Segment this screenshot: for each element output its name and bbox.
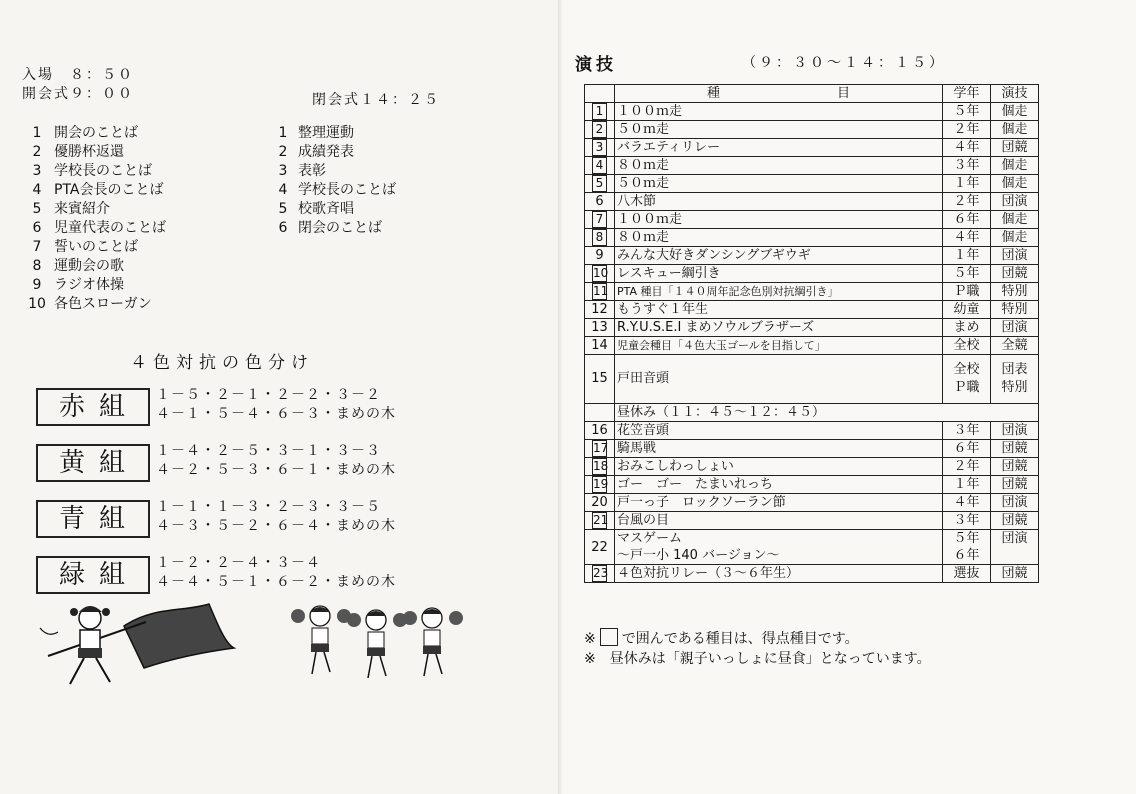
event-grade: ３年 bbox=[943, 422, 991, 440]
event-number: 6 bbox=[585, 193, 615, 211]
program-item bbox=[20, 238, 166, 257]
event-grade: ２年 bbox=[943, 121, 991, 139]
event-name: 八木節 bbox=[615, 193, 943, 211]
program-item bbox=[268, 219, 396, 238]
header-kind: 演技 bbox=[991, 85, 1039, 103]
program-number: 4 bbox=[278, 182, 288, 198]
header-grade: 学年 bbox=[943, 85, 991, 103]
event-grade: ２年 bbox=[943, 193, 991, 211]
event-number bbox=[585, 283, 615, 301]
team-1 bbox=[36, 384, 456, 430]
lunch-break-row bbox=[585, 404, 1039, 422]
performance-title: 演技 bbox=[575, 55, 617, 75]
event-grade: ３年 bbox=[943, 157, 991, 175]
event-grade-line: 全校 bbox=[953, 362, 980, 377]
program-number: 1 bbox=[32, 125, 42, 141]
event-name: 戸一っ子 ロックソーラン節 bbox=[615, 494, 943, 512]
event-kind: 団演 bbox=[991, 530, 1039, 565]
program-item bbox=[268, 200, 396, 219]
program-item bbox=[20, 257, 166, 276]
program-number: 3 bbox=[278, 163, 288, 179]
table-row bbox=[585, 530, 1039, 565]
event-kind: 団競 bbox=[991, 512, 1039, 530]
event-number bbox=[585, 157, 615, 175]
note-scoring bbox=[584, 628, 931, 649]
team-classes bbox=[156, 386, 396, 424]
closing-ceremony-program bbox=[268, 124, 396, 238]
scoring-box: 11 bbox=[593, 284, 609, 298]
closing-time: 閉会式１４：２５ bbox=[312, 92, 440, 108]
note-mark: ※ bbox=[584, 631, 596, 647]
event-grade: 選抜 bbox=[943, 565, 991, 583]
table-row bbox=[585, 319, 1039, 337]
event-name: もうすぐ１年生 bbox=[615, 301, 943, 319]
table-row bbox=[585, 157, 1039, 175]
event-grade: ６年 bbox=[943, 211, 991, 229]
event-name-line: マスゲーム bbox=[617, 531, 683, 546]
program-text: 優勝杯返還 bbox=[54, 144, 124, 160]
event-grade: ２年 bbox=[943, 458, 991, 476]
event-grade: １年 bbox=[943, 175, 991, 193]
program-number: 6 bbox=[278, 220, 288, 236]
event-name: みんな大好きダンシングブギウギ bbox=[615, 247, 943, 265]
event-number bbox=[585, 565, 615, 583]
program-number: 9 bbox=[32, 277, 42, 293]
event-kind: 団競 bbox=[991, 458, 1039, 476]
event-kind: 個走 bbox=[991, 103, 1039, 121]
event-number: 13 bbox=[585, 319, 615, 337]
program-number: 7 bbox=[32, 239, 42, 255]
program-number: 2 bbox=[32, 144, 42, 160]
header-number bbox=[585, 85, 615, 103]
table-row bbox=[585, 337, 1039, 355]
event-grade-line: Ｐ職 bbox=[953, 380, 980, 395]
event-name: R.Y.U.S.E.I まめソウルブラザーズ bbox=[615, 319, 943, 337]
event-kind: 個走 bbox=[991, 229, 1039, 247]
event-number bbox=[585, 229, 615, 247]
program-item bbox=[20, 143, 166, 162]
event-grade: ４年 bbox=[943, 494, 991, 512]
program-item bbox=[20, 181, 166, 200]
table-row bbox=[585, 422, 1039, 440]
program-number: 8 bbox=[32, 258, 42, 274]
event-grade: ５年 bbox=[943, 265, 991, 283]
event-kind-line: 団表 bbox=[1001, 362, 1028, 377]
time-schedule bbox=[22, 66, 134, 104]
event-grade: Ｐ職 bbox=[943, 283, 991, 301]
table-row bbox=[585, 121, 1039, 139]
event-name: おみこしわっしょい bbox=[615, 458, 943, 476]
lunch-break: 昼休み（１１：４５～１２：４５） bbox=[615, 404, 1039, 422]
team-classes-line: １－４・２－５・３－１・３－３ bbox=[156, 443, 381, 459]
team-classes-line: １－５・２－１・２－２・３－２ bbox=[156, 387, 381, 403]
event-name bbox=[615, 530, 943, 565]
opening-time: 開会式９：００ bbox=[22, 86, 134, 102]
event-kind: 個走 bbox=[991, 211, 1039, 229]
team-4 bbox=[36, 552, 456, 598]
event-name: ８０ｍ走 bbox=[615, 229, 943, 247]
event-name: PTA 種目「１４０周年記念色別対抗綱引き」 bbox=[615, 283, 943, 301]
event-grade: １年 bbox=[943, 476, 991, 494]
event-name: １００ｍ走 bbox=[615, 211, 943, 229]
event-name: 戸田音頭 bbox=[615, 355, 943, 404]
program-item bbox=[20, 276, 166, 295]
event-number bbox=[585, 512, 615, 530]
event-kind-line: 特別 bbox=[1001, 380, 1028, 395]
event-number: 16 bbox=[585, 422, 615, 440]
table-row bbox=[585, 440, 1039, 458]
table-row bbox=[585, 229, 1039, 247]
program-text: 閉会のことば bbox=[298, 220, 382, 236]
program-item bbox=[20, 124, 166, 143]
event-name: ５０ｍ走 bbox=[615, 175, 943, 193]
scoring-box: 8 bbox=[592, 229, 607, 246]
program-number: 2 bbox=[278, 144, 288, 160]
program-text: 整理運動 bbox=[298, 125, 354, 141]
entry-time: 入場 ８：５０ bbox=[22, 67, 134, 83]
event-kind: 団競 bbox=[991, 476, 1039, 494]
event-kind: 団演 bbox=[991, 247, 1039, 265]
program-number: 3 bbox=[32, 163, 42, 179]
program-number: 5 bbox=[32, 201, 42, 217]
scoring-box: 23 bbox=[593, 566, 609, 580]
event-grade: ３年 bbox=[943, 512, 991, 530]
table-row bbox=[585, 193, 1039, 211]
scoring-box: 4 bbox=[592, 157, 607, 174]
team-name: 赤組 bbox=[36, 388, 150, 426]
table-row bbox=[585, 355, 1039, 404]
program-text: 各色スローガン bbox=[54, 296, 152, 312]
event-name: 花笠音頭 bbox=[615, 422, 943, 440]
program-text: ラジオ体操 bbox=[54, 277, 124, 293]
event-number bbox=[585, 440, 615, 458]
team-2 bbox=[36, 440, 456, 486]
event-kind: 個走 bbox=[991, 175, 1039, 193]
table-row bbox=[585, 458, 1039, 476]
program-text: 学校長のことば bbox=[54, 163, 152, 179]
scoring-box: 1 bbox=[592, 103, 607, 120]
event-table bbox=[584, 84, 1039, 583]
program-item bbox=[20, 295, 166, 314]
scoring-box: 7 bbox=[592, 211, 607, 228]
event-grade: １年 bbox=[943, 247, 991, 265]
event-number: 22 bbox=[585, 530, 615, 565]
event-grade: ４年 bbox=[943, 229, 991, 247]
notes bbox=[584, 628, 931, 669]
program-item bbox=[20, 162, 166, 181]
event-name: レスキュー綱引き bbox=[615, 265, 943, 283]
team-name: 青組 bbox=[36, 500, 150, 538]
event-kind bbox=[991, 355, 1039, 404]
scoring-box: 18 bbox=[593, 459, 609, 473]
event-name: 騎馬戦 bbox=[615, 440, 943, 458]
event-kind: 特別 bbox=[991, 283, 1039, 301]
table-row bbox=[585, 301, 1039, 319]
program-text: 児童代表のことば bbox=[54, 220, 166, 236]
event-grade bbox=[943, 530, 991, 565]
program-text: 成績発表 bbox=[298, 144, 354, 160]
scoring-box: 10 bbox=[593, 266, 609, 280]
scoring-box: 17 bbox=[593, 441, 609, 455]
program-item bbox=[268, 181, 396, 200]
program-item bbox=[268, 162, 396, 181]
program-number: 10 bbox=[28, 296, 46, 312]
event-name: 台風の目 bbox=[615, 512, 943, 530]
event-name: ４色対抗リレー（３～６年生） bbox=[615, 565, 943, 583]
team-classes bbox=[156, 498, 396, 536]
team-name: 緑組 bbox=[36, 556, 150, 594]
event-kind: 全競 bbox=[991, 337, 1039, 355]
program-text: 学校長のことば bbox=[298, 182, 396, 198]
event-kind: 団競 bbox=[991, 265, 1039, 283]
event-name: バラエティリレー bbox=[615, 139, 943, 157]
flag-waving-child-illustration bbox=[34, 598, 244, 690]
event-kind: 団競 bbox=[991, 440, 1039, 458]
team-classes-line: ４－３・５－２・６－４・まめの木 bbox=[156, 518, 396, 534]
team-name: 黄組 bbox=[36, 444, 150, 482]
event-kind: 団演 bbox=[991, 494, 1039, 512]
event-number: 12 bbox=[585, 301, 615, 319]
event-grade-line: ５年 bbox=[953, 531, 980, 546]
program-item bbox=[20, 200, 166, 219]
event-grade: ５年 bbox=[943, 103, 991, 121]
event-name-line: ～戸一小 140 バージョン～ bbox=[617, 548, 780, 563]
event-number: 9 bbox=[585, 247, 615, 265]
opening-ceremony-program bbox=[20, 124, 166, 314]
table-row bbox=[585, 247, 1039, 265]
box-mark-icon bbox=[600, 628, 618, 646]
program-number: 1 bbox=[278, 125, 288, 141]
lunch-empty-cell bbox=[585, 404, 615, 422]
event-number bbox=[585, 458, 615, 476]
color-teams-title: ４色対抗の色分け bbox=[130, 353, 314, 373]
table-row bbox=[585, 139, 1039, 157]
event-number bbox=[585, 121, 615, 139]
table-row bbox=[585, 494, 1039, 512]
event-kind: 団演 bbox=[991, 422, 1039, 440]
event-number: 15 bbox=[585, 355, 615, 404]
program-text: 来賓紹介 bbox=[54, 201, 110, 217]
team-classes bbox=[156, 554, 396, 592]
team-classes-line: ４－１・５－４・６－３・まめの木 bbox=[156, 406, 396, 422]
event-kind: 団演 bbox=[991, 193, 1039, 211]
event-number: 14 bbox=[585, 337, 615, 355]
program-text: 誓いのことば bbox=[54, 239, 138, 255]
scoring-box: 5 bbox=[592, 175, 607, 192]
scoring-box: 3 bbox=[592, 139, 607, 156]
note-scoring-text: で囲んである種目は、得点種目です。 bbox=[621, 631, 859, 647]
team-classes-line: １－１・１－３・２－３・３－５ bbox=[156, 499, 381, 515]
team-classes bbox=[156, 442, 396, 480]
event-kind: 団競 bbox=[991, 139, 1039, 157]
event-grade: まめ bbox=[943, 319, 991, 337]
program-item bbox=[20, 219, 166, 238]
table-row bbox=[585, 565, 1039, 583]
event-number bbox=[585, 103, 615, 121]
program-item bbox=[268, 124, 396, 143]
team-classes-line: ４－２・５－３・６－１・まめの木 bbox=[156, 462, 396, 478]
event-grade bbox=[943, 355, 991, 404]
event-name: 児童会種目「４色大玉ゴールを目指して」 bbox=[615, 337, 943, 355]
program-text: 運動会の歌 bbox=[54, 258, 124, 274]
event-kind: 特別 bbox=[991, 301, 1039, 319]
event-name: ８０ｍ走 bbox=[615, 157, 943, 175]
event-number bbox=[585, 139, 615, 157]
table-row bbox=[585, 476, 1039, 494]
event-name: ５０ｍ走 bbox=[615, 121, 943, 139]
table-row bbox=[585, 103, 1039, 121]
table-row bbox=[585, 175, 1039, 193]
event-number bbox=[585, 476, 615, 494]
team-classes-line: ４－４・５－１・６－２・まめの木 bbox=[156, 574, 396, 590]
note-lunch: ※ 昼休みは「親子いっしょに昼食」となっています。 bbox=[584, 651, 931, 667]
scoring-box: 2 bbox=[592, 121, 607, 138]
event-number: 20 bbox=[585, 494, 615, 512]
table-row bbox=[585, 512, 1039, 530]
program-item bbox=[268, 143, 396, 162]
event-kind: 個走 bbox=[991, 157, 1039, 175]
program-text: 校歌斉唱 bbox=[298, 201, 354, 217]
program-text: 開会のことば bbox=[54, 125, 138, 141]
event-name: １００ｍ走 bbox=[615, 103, 943, 121]
event-number bbox=[585, 211, 615, 229]
event-grade: 全校 bbox=[943, 337, 991, 355]
program-number: 6 bbox=[32, 220, 42, 236]
team-3 bbox=[36, 496, 456, 542]
event-kind: 個走 bbox=[991, 121, 1039, 139]
table-row bbox=[585, 265, 1039, 283]
program-number: 5 bbox=[278, 201, 288, 217]
event-grade: ６年 bbox=[943, 440, 991, 458]
event-number bbox=[585, 265, 615, 283]
event-kind: 団演 bbox=[991, 319, 1039, 337]
program-text: PTA会長のことば bbox=[54, 182, 164, 198]
program-number: 4 bbox=[32, 182, 42, 198]
team-classes-line: １－２・２－４・３－４ bbox=[156, 555, 321, 571]
program-text: 表彰 bbox=[298, 163, 326, 179]
table-header-row bbox=[585, 85, 1039, 103]
scoring-box: 19 bbox=[593, 477, 609, 491]
event-grade: ４年 bbox=[943, 139, 991, 157]
event-grade: 幼童 bbox=[943, 301, 991, 319]
header-event: 種 目 bbox=[615, 85, 943, 103]
table-row bbox=[585, 283, 1039, 301]
event-number bbox=[585, 175, 615, 193]
event-grade-line: ６年 bbox=[953, 548, 980, 563]
scoring-box: 21 bbox=[593, 513, 609, 527]
cheering-children-illustration bbox=[290, 598, 470, 690]
event-name: ゴー ゴー たまいれっち bbox=[615, 476, 943, 494]
page-fold bbox=[558, 0, 562, 794]
event-kind: 団競 bbox=[991, 565, 1039, 583]
performance-time: （９：３０～１４：１５） bbox=[742, 55, 946, 71]
table-row bbox=[585, 211, 1039, 229]
